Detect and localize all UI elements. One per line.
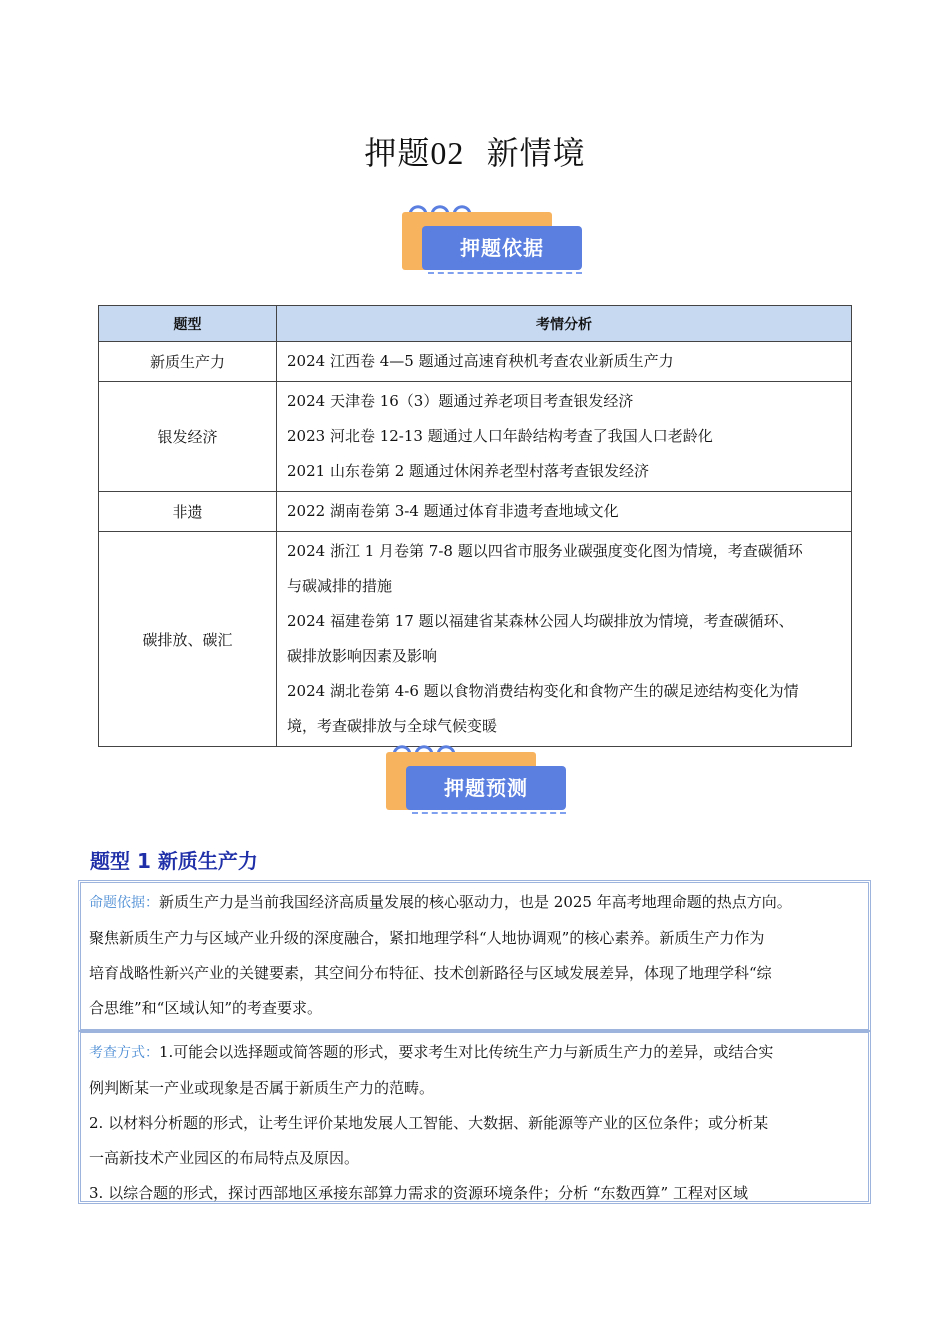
banner-label: 押题依据 [422, 226, 582, 270]
header-analysis: 考情分析 [277, 306, 852, 342]
detail-line: 2024 天津卷 16（3）题通过养老项目考查银发经济 [287, 392, 634, 410]
detail-line: 2024 湖北卷第 4-6 题以食物消费结构变化和食物产生的碳足迹结构变化为情 [287, 682, 799, 700]
basis-line: 命题依据：新质生产力是当前我国经济高质量发展的核心驱动力，也是 2025 年高考地理命题的热点方向。 [89, 893, 792, 911]
table-row [99, 492, 852, 532]
basis-line: 合思维”和“区域认知”的考查要求。 [89, 999, 323, 1017]
row-detail [277, 492, 852, 532]
basis-line: 培育战略性新兴产业的关键要素，其空间分布特征、技术创新路径与区域发展差异，体现了地理学科“综 [89, 964, 772, 982]
title-suffix: 新情境 [486, 134, 586, 172]
detail-line: 境，考查碳排放与全球气候变暖 [287, 717, 498, 735]
row-type: 非遗 [99, 492, 277, 532]
method-label: 考查方式： [89, 1045, 159, 1061]
section-title: 题型 1 新质生产力 [90, 849, 258, 873]
row-type: 碳排放、碳汇 [99, 532, 277, 747]
method-line: 2. 以材料分析题的形式，让考生评价某地发展人工智能、大数据、新能源等产业的区位条件；或分析某 [89, 1114, 769, 1132]
row-detail [277, 342, 852, 382]
method-box [78, 1030, 871, 1204]
row-type: 新质生产力 [99, 342, 277, 382]
basis-line: 聚焦新质生产力与区域产业升级的深度融合，紧扣地理学科“人地协调观”的核心素养。新质生产力作为 [89, 929, 765, 947]
method-line: 一高新技术产业园区的布局特点及原因。 [89, 1149, 360, 1167]
basis-label: 命题依据： [89, 895, 159, 911]
basis-box [78, 880, 871, 1032]
row-detail [277, 382, 852, 492]
detail-line: 与碳减排的措施 [287, 577, 393, 595]
table-row [99, 342, 852, 382]
method-line: 3. 以综合题的形式，探讨西部地区承接东部算力需求的资源环境条件；分析 “东数西算” 工程对区域 [89, 1184, 748, 1202]
exam-analysis-table [98, 305, 852, 747]
banner-basis [398, 198, 598, 288]
detail-line: 2024 浙江 1 月卷第 7-8 题以四省市服务业碳强度变化图为情境，考查碳循环 [287, 542, 803, 560]
header-type: 题型 [99, 306, 277, 342]
page-title [0, 128, 950, 174]
banner-label: 押题预测 [406, 766, 566, 810]
title-number: 02 [430, 135, 465, 171]
detail-line: 2024 福建卷第 17 题以福建省某森林公园人均碳排放为情境，考查碳循环、 [287, 612, 794, 630]
detail-line: 碳排放影响因素及影响 [287, 647, 438, 665]
table-row [99, 532, 852, 747]
banner-forecast [382, 738, 582, 828]
title-prefix: 押题 [364, 134, 431, 172]
detail-line: 2024 江西卷 4—5 题通过高速育秧机考查农业新质生产力 [287, 352, 674, 370]
banner-dash [412, 812, 566, 814]
table-row [99, 382, 852, 492]
detail-line: 2023 河北卷 12-13 题通过人口年龄结构考查了我国人口老龄化 [287, 427, 713, 445]
method-line: 考查方式：1.可能会以选择题或简答题的形式，要求考生对比传统生产力与新质生产力的差异，或结合实 [89, 1043, 774, 1061]
table-header-row [99, 306, 852, 342]
detail-line: 2022 湖南卷第 3-4 题通过体育非遗考查地域文化 [287, 502, 619, 520]
banner-dash [428, 272, 582, 274]
row-type: 银发经济 [99, 382, 277, 492]
row-detail [277, 532, 852, 747]
method-line: 例判断某一产业或现象是否属于新质生产力的范畴。 [89, 1079, 435, 1097]
detail-line: 2021 山东卷第 2 题通过休闲养老型村落考查银发经济 [287, 462, 650, 480]
